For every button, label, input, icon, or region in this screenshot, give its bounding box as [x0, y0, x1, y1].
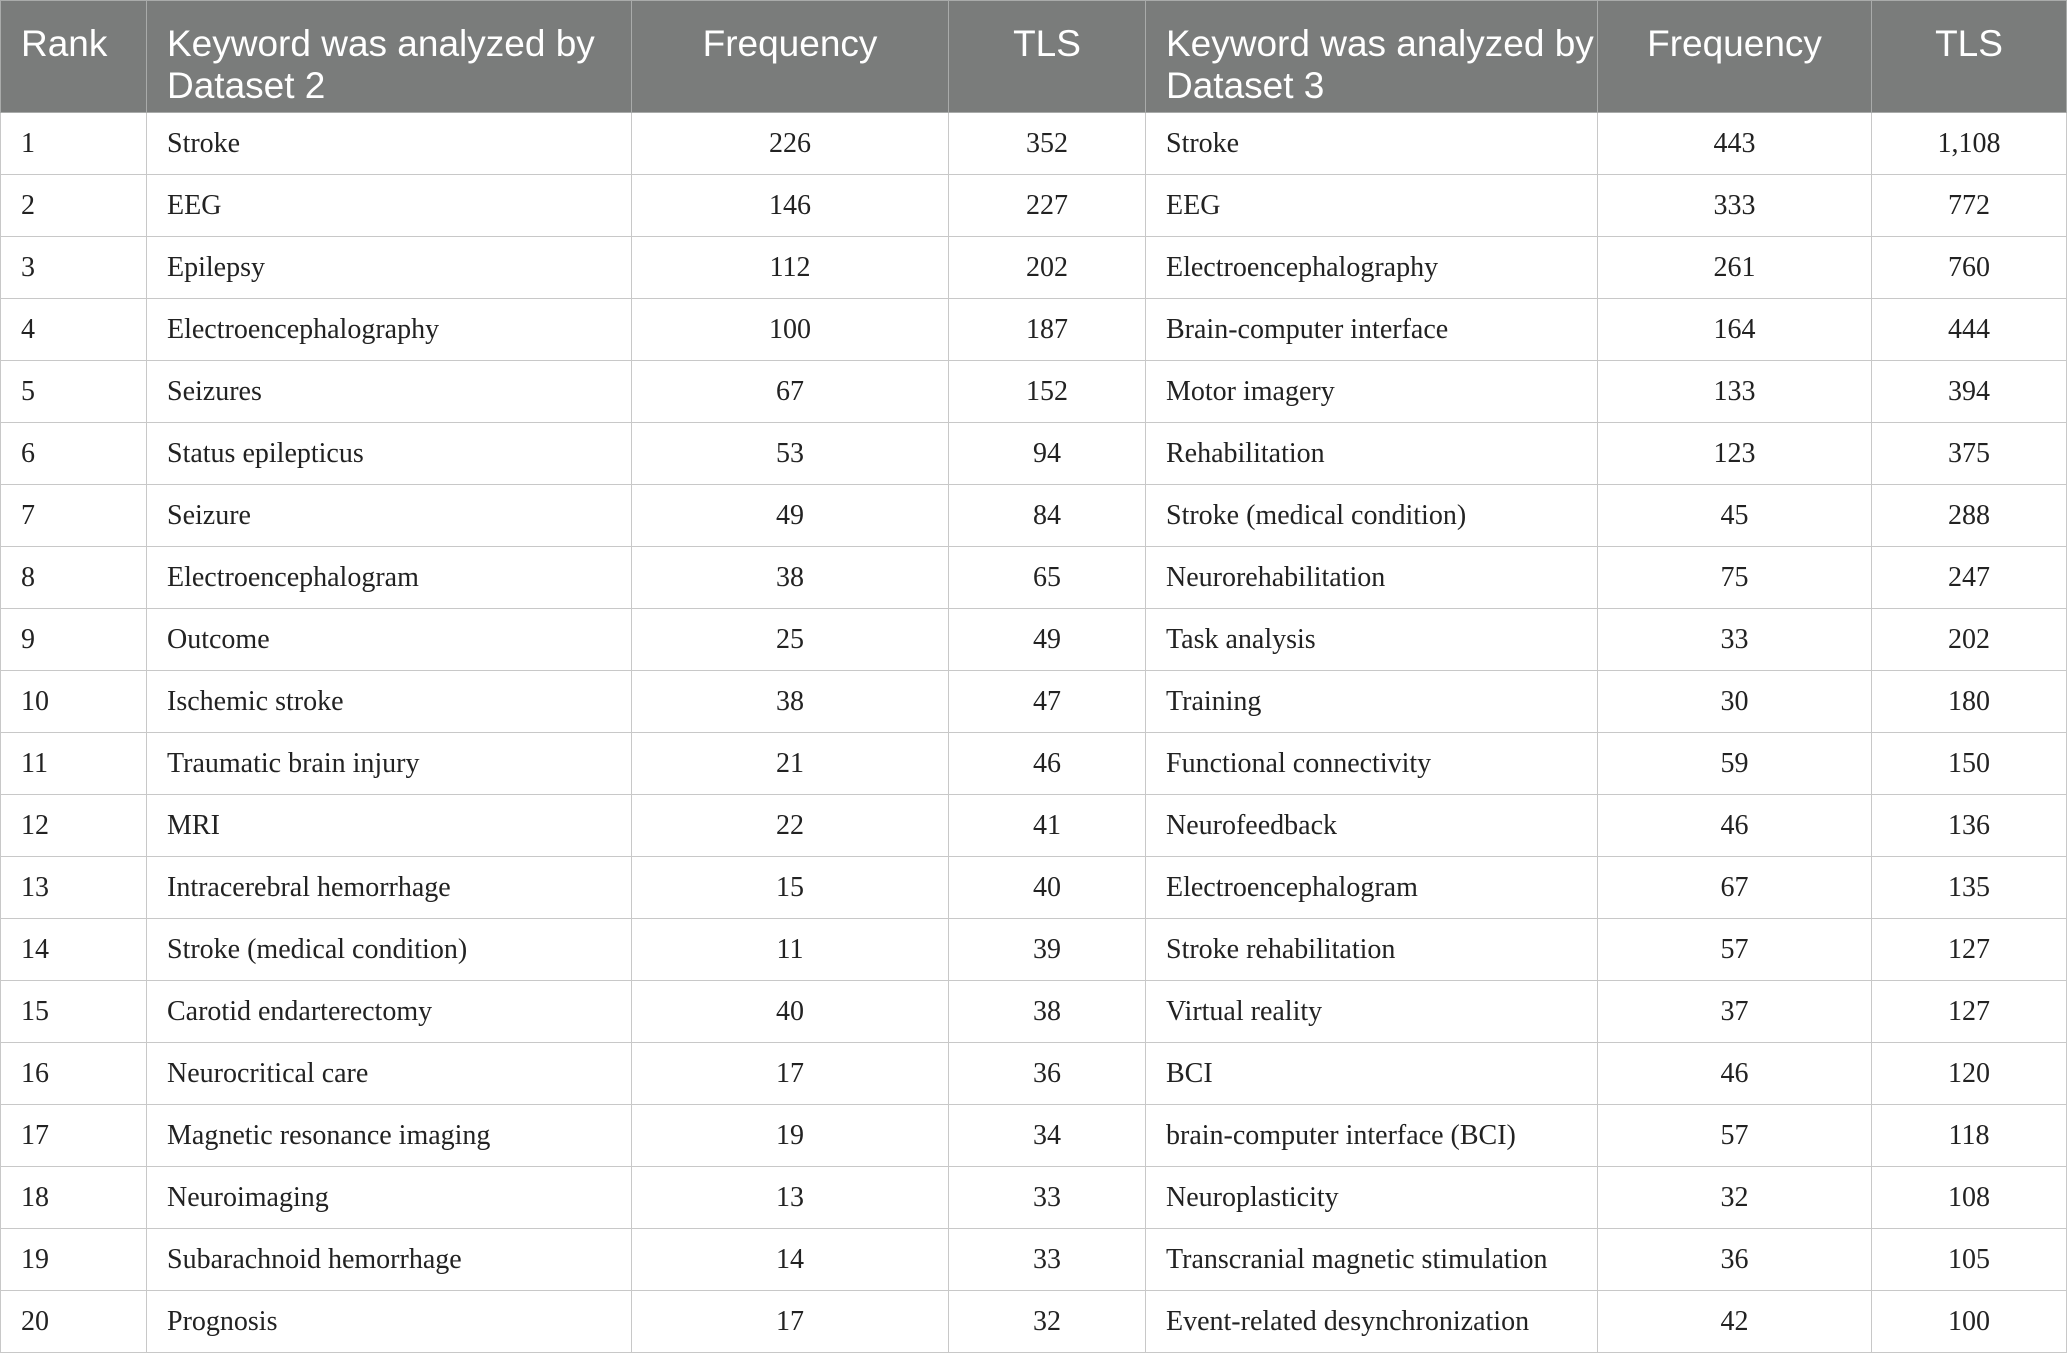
cell-frequency-dataset-2: 13 — [632, 1167, 949, 1229]
cell-frequency-dataset-3: 32 — [1598, 1167, 1872, 1229]
table-row — [1, 175, 2067, 237]
cell-keyword-dataset-3: Rehabilitation — [1146, 423, 1598, 485]
cell-tls-dataset-2: 40 — [949, 857, 1146, 919]
cell-keyword-dataset-2: Magnetic resonance imaging — [147, 1105, 632, 1167]
cell-tls-dataset-2: 152 — [949, 361, 1146, 423]
cell-keyword-dataset-2: Prognosis — [147, 1291, 632, 1353]
cell-frequency-dataset-2: 17 — [632, 1291, 949, 1353]
cell-frequency-dataset-3: 333 — [1598, 175, 1872, 237]
cell-tls-dataset-3: 136 — [1872, 795, 2067, 857]
cell-frequency-dataset-2: 17 — [632, 1043, 949, 1105]
cell-frequency-dataset-2: 14 — [632, 1229, 949, 1291]
cell-keyword-dataset-3: Brain-computer interface — [1146, 299, 1598, 361]
cell-frequency-dataset-3: 123 — [1598, 423, 1872, 485]
cell-keyword-dataset-2: Neuroimaging — [147, 1167, 632, 1229]
cell-tls-dataset-3: 760 — [1872, 237, 2067, 299]
header-keyword-dataset-2: Keyword was analyzed by Dataset 2 — [147, 1, 632, 113]
cell-keyword-dataset-2: Carotid endarterectomy — [147, 981, 632, 1043]
cell-frequency-dataset-2: 49 — [632, 485, 949, 547]
cell-tls-dataset-2: 94 — [949, 423, 1146, 485]
cell-tls-dataset-3: 288 — [1872, 485, 2067, 547]
header-rank: Rank — [1, 1, 147, 113]
cell-keyword-dataset-3: Electroencephalography — [1146, 237, 1598, 299]
cell-frequency-dataset-2: 38 — [632, 671, 949, 733]
table-row — [1, 1105, 2067, 1167]
cell-frequency-dataset-3: 67 — [1598, 857, 1872, 919]
cell-rank: 18 — [1, 1167, 147, 1229]
cell-tls-dataset-2: 34 — [949, 1105, 1146, 1167]
cell-frequency-dataset-2: 226 — [632, 113, 949, 175]
cell-keyword-dataset-2: Electroencephalogram — [147, 547, 632, 609]
cell-keyword-dataset-3: Motor imagery — [1146, 361, 1598, 423]
cell-tls-dataset-3: 105 — [1872, 1229, 2067, 1291]
cell-keyword-dataset-2: Stroke (medical condition) — [147, 919, 632, 981]
cell-keyword-dataset-2: Intracerebral hemorrhage — [147, 857, 632, 919]
table-row — [1, 857, 2067, 919]
header-tls-dataset-3: TLS — [1872, 1, 2067, 113]
table-row — [1, 485, 2067, 547]
cell-tls-dataset-2: 187 — [949, 299, 1146, 361]
cell-keyword-dataset-3: Virtual reality — [1146, 981, 1598, 1043]
cell-rank: 11 — [1, 733, 147, 795]
table-row — [1, 547, 2067, 609]
cell-rank: 3 — [1, 237, 147, 299]
cell-tls-dataset-3: 120 — [1872, 1043, 2067, 1105]
table-row — [1, 671, 2067, 733]
table-row — [1, 361, 2067, 423]
cell-rank: 17 — [1, 1105, 147, 1167]
cell-tls-dataset-2: 47 — [949, 671, 1146, 733]
cell-frequency-dataset-3: 57 — [1598, 919, 1872, 981]
table-row — [1, 919, 2067, 981]
table-row — [1, 981, 2067, 1043]
cell-tls-dataset-2: 32 — [949, 1291, 1146, 1353]
cell-keyword-dataset-2: Seizures — [147, 361, 632, 423]
cell-frequency-dataset-3: 42 — [1598, 1291, 1872, 1353]
cell-tls-dataset-2: 41 — [949, 795, 1146, 857]
cell-tls-dataset-2: 49 — [949, 609, 1146, 671]
cell-frequency-dataset-2: 40 — [632, 981, 949, 1043]
cell-keyword-dataset-2: Stroke — [147, 113, 632, 175]
cell-frequency-dataset-2: 38 — [632, 547, 949, 609]
cell-frequency-dataset-3: 46 — [1598, 795, 1872, 857]
cell-tls-dataset-3: 150 — [1872, 733, 2067, 795]
cell-rank: 12 — [1, 795, 147, 857]
cell-keyword-dataset-3: Neuroplasticity — [1146, 1167, 1598, 1229]
cell-frequency-dataset-3: 75 — [1598, 547, 1872, 609]
cell-rank: 4 — [1, 299, 147, 361]
cell-rank: 8 — [1, 547, 147, 609]
cell-keyword-dataset-3: Functional connectivity — [1146, 733, 1598, 795]
cell-tls-dataset-3: 772 — [1872, 175, 2067, 237]
cell-keyword-dataset-3: Stroke (medical condition) — [1146, 485, 1598, 547]
cell-tls-dataset-2: 39 — [949, 919, 1146, 981]
cell-keyword-dataset-3: Task analysis — [1146, 609, 1598, 671]
cell-keyword-dataset-3: Stroke rehabilitation — [1146, 919, 1598, 981]
table-row — [1, 237, 2067, 299]
cell-tls-dataset-2: 202 — [949, 237, 1146, 299]
cell-frequency-dataset-2: 21 — [632, 733, 949, 795]
cell-tls-dataset-2: 36 — [949, 1043, 1146, 1105]
table-row — [1, 299, 2067, 361]
cell-tls-dataset-3: 118 — [1872, 1105, 2067, 1167]
cell-tls-dataset-2: 227 — [949, 175, 1146, 237]
cell-keyword-dataset-2: Electroencephalography — [147, 299, 632, 361]
table-row — [1, 609, 2067, 671]
table-row — [1, 1229, 2067, 1291]
cell-keyword-dataset-3: Transcranial magnetic stimulation — [1146, 1229, 1598, 1291]
cell-keyword-dataset-3: Training — [1146, 671, 1598, 733]
cell-frequency-dataset-2: 67 — [632, 361, 949, 423]
cell-frequency-dataset-3: 164 — [1598, 299, 1872, 361]
cell-tls-dataset-2: 65 — [949, 547, 1146, 609]
cell-tls-dataset-3: 202 — [1872, 609, 2067, 671]
cell-frequency-dataset-3: 46 — [1598, 1043, 1872, 1105]
cell-keyword-dataset-2: Subarachnoid hemorrhage — [147, 1229, 632, 1291]
cell-tls-dataset-3: 247 — [1872, 547, 2067, 609]
cell-keyword-dataset-2: Status epilepticus — [147, 423, 632, 485]
table-row — [1, 1167, 2067, 1229]
cell-tls-dataset-3: 394 — [1872, 361, 2067, 423]
cell-keyword-dataset-2: EEG — [147, 175, 632, 237]
cell-keyword-dataset-2: Ischemic stroke — [147, 671, 632, 733]
table-body — [1, 113, 2067, 1353]
header-row — [1, 1, 2067, 113]
cell-frequency-dataset-2: 146 — [632, 175, 949, 237]
cell-frequency-dataset-3: 133 — [1598, 361, 1872, 423]
table-row — [1, 423, 2067, 485]
cell-tls-dataset-3: 100 — [1872, 1291, 2067, 1353]
cell-tls-dataset-2: 84 — [949, 485, 1146, 547]
table-row — [1, 113, 2067, 175]
cell-frequency-dataset-3: 59 — [1598, 733, 1872, 795]
cell-frequency-dataset-3: 30 — [1598, 671, 1872, 733]
cell-rank: 1 — [1, 113, 147, 175]
cell-frequency-dataset-2: 100 — [632, 299, 949, 361]
cell-frequency-dataset-3: 261 — [1598, 237, 1872, 299]
table-row — [1, 1043, 2067, 1105]
cell-tls-dataset-3: 135 — [1872, 857, 2067, 919]
table-row — [1, 733, 2067, 795]
cell-keyword-dataset-3: brain-computer interface (BCI) — [1146, 1105, 1598, 1167]
cell-frequency-dataset-3: 57 — [1598, 1105, 1872, 1167]
cell-rank: 2 — [1, 175, 147, 237]
cell-keyword-dataset-2: Traumatic brain injury — [147, 733, 632, 795]
cell-tls-dataset-2: 33 — [949, 1167, 1146, 1229]
cell-tls-dataset-3: 127 — [1872, 981, 2067, 1043]
cell-rank: 10 — [1, 671, 147, 733]
cell-frequency-dataset-2: 53 — [632, 423, 949, 485]
cell-rank: 13 — [1, 857, 147, 919]
cell-frequency-dataset-3: 37 — [1598, 981, 1872, 1043]
header-frequency-dataset-2: Frequency — [632, 1, 949, 113]
cell-frequency-dataset-2: 19 — [632, 1105, 949, 1167]
cell-frequency-dataset-3: 443 — [1598, 113, 1872, 175]
cell-keyword-dataset-3: Stroke — [1146, 113, 1598, 175]
cell-keyword-dataset-2: Seizure — [147, 485, 632, 547]
cell-rank: 19 — [1, 1229, 147, 1291]
cell-rank: 6 — [1, 423, 147, 485]
cell-frequency-dataset-3: 45 — [1598, 485, 1872, 547]
table-row — [1, 1291, 2067, 1353]
cell-keyword-dataset-3: Electroencephalogram — [1146, 857, 1598, 919]
cell-frequency-dataset-3: 36 — [1598, 1229, 1872, 1291]
cell-frequency-dataset-2: 22 — [632, 795, 949, 857]
cell-rank: 15 — [1, 981, 147, 1043]
cell-keyword-dataset-3: Neurofeedback — [1146, 795, 1598, 857]
cell-tls-dataset-3: 180 — [1872, 671, 2067, 733]
cell-tls-dataset-3: 444 — [1872, 299, 2067, 361]
cell-keyword-dataset-2: Outcome — [147, 609, 632, 671]
table-row — [1, 795, 2067, 857]
cell-rank: 14 — [1, 919, 147, 981]
header-frequency-dataset-3: Frequency — [1598, 1, 1872, 113]
cell-tls-dataset-3: 375 — [1872, 423, 2067, 485]
cell-tls-dataset-2: 46 — [949, 733, 1146, 795]
header-keyword-dataset-3: Keyword was analyzed by Dataset 3 — [1146, 1, 1598, 113]
cell-keyword-dataset-3: Event-related desynchronization — [1146, 1291, 1598, 1353]
cell-tls-dataset-2: 33 — [949, 1229, 1146, 1291]
cell-frequency-dataset-2: 15 — [632, 857, 949, 919]
cell-frequency-dataset-2: 11 — [632, 919, 949, 981]
cell-tls-dataset-3: 127 — [1872, 919, 2067, 981]
cell-tls-dataset-3: 108 — [1872, 1167, 2067, 1229]
header-tls-dataset-2: TLS — [949, 1, 1146, 113]
cell-keyword-dataset-2: MRI — [147, 795, 632, 857]
cell-keyword-dataset-3: Neurorehabilitation — [1146, 547, 1598, 609]
cell-keyword-dataset-2: Epilepsy — [147, 237, 632, 299]
cell-frequency-dataset-2: 25 — [632, 609, 949, 671]
cell-rank: 9 — [1, 609, 147, 671]
cell-tls-dataset-3: 1,108 — [1872, 113, 2067, 175]
cell-keyword-dataset-2: Neurocritical care — [147, 1043, 632, 1105]
cell-rank: 20 — [1, 1291, 147, 1353]
cell-frequency-dataset-3: 33 — [1598, 609, 1872, 671]
cell-tls-dataset-2: 38 — [949, 981, 1146, 1043]
cell-rank: 5 — [1, 361, 147, 423]
cell-keyword-dataset-3: EEG — [1146, 175, 1598, 237]
cell-rank: 7 — [1, 485, 147, 547]
cell-frequency-dataset-2: 112 — [632, 237, 949, 299]
cell-tls-dataset-2: 352 — [949, 113, 1146, 175]
cell-keyword-dataset-3: BCI — [1146, 1043, 1598, 1105]
cell-rank: 16 — [1, 1043, 147, 1105]
